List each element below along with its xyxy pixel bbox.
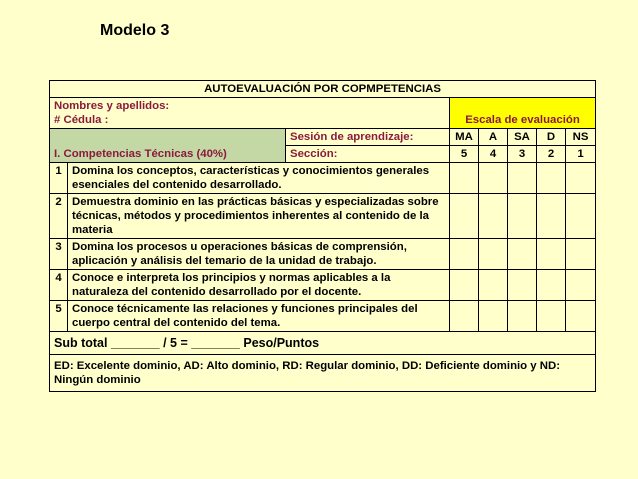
score-cell[interactable]: [537, 163, 566, 194]
item-number: 1: [50, 163, 68, 194]
scale-header-ma: MA: [450, 129, 479, 146]
scale-label: Escala de evaluación: [450, 98, 596, 129]
item-text: Conoce técnicamente las relaciones y funciones principales del cuerpo central del contenido del tema.: [68, 301, 450, 332]
table-row: [50, 270, 596, 301]
score-cell[interactable]: [566, 239, 596, 270]
scale-header-d: D: [537, 129, 566, 146]
item-text: Domina los conceptos, características y conocimientos generales esenciales del contenido desarrollado.: [68, 163, 450, 194]
scale-value-3: 3: [508, 146, 537, 163]
score-cell[interactable]: [508, 239, 537, 270]
score-cell[interactable]: [450, 163, 479, 194]
score-cell[interactable]: [508, 270, 537, 301]
item-text: Domina los procesos u operaciones básicas de comprensión, aplicación y análisis del temario de la unidad de trabajo.: [68, 239, 450, 270]
table-title: AUTOEVALUACIÓN POR COPMPETENCIAS: [50, 81, 596, 98]
score-cell[interactable]: [566, 301, 596, 332]
score-cell[interactable]: [508, 301, 537, 332]
score-cell[interactable]: [537, 301, 566, 332]
scale-value-4: 4: [479, 146, 508, 163]
item-text: Conoce e interpreta los principios y normas aplicables a la naturaleza del contenido desarrollado por el docente.: [68, 270, 450, 301]
table-row: [50, 163, 596, 194]
score-cell[interactable]: [450, 239, 479, 270]
score-cell[interactable]: [566, 163, 596, 194]
item-number: 3: [50, 239, 68, 270]
score-cell[interactable]: [537, 194, 566, 239]
scale-value-2: 2: [537, 146, 566, 163]
score-cell[interactable]: [508, 194, 537, 239]
score-cell[interactable]: [479, 239, 508, 270]
scale-header-sa: SA: [508, 129, 537, 146]
session-label: Sesión de aprendizaje:: [286, 129, 450, 146]
section-label: Sección:: [286, 146, 450, 163]
table-row: [50, 239, 596, 270]
item-number: 2: [50, 194, 68, 239]
subtotal-row[interactable]: Sub total _______ / 5 = _______ Peso/Puntos: [50, 332, 596, 355]
page-title: Modelo 3: [100, 22, 170, 39]
score-cell[interactable]: [537, 270, 566, 301]
scale-header-a: A: [479, 129, 508, 146]
item-text: Demuestra dominio en las prácticas básicas y especializadas sobre técnicas, métodos y procedimientos inherentes al contenido de la materia: [68, 194, 450, 239]
student-info-cell[interactable]: [50, 98, 450, 129]
score-cell[interactable]: [508, 163, 537, 194]
score-cell[interactable]: [566, 270, 596, 301]
item-number: 4: [50, 270, 68, 301]
scale-value-5: 5: [450, 146, 479, 163]
competence-table: [49, 80, 596, 392]
scale-value-1: 1: [566, 146, 596, 163]
table-row: [50, 194, 596, 239]
score-cell[interactable]: [479, 163, 508, 194]
item-number: 5: [50, 301, 68, 332]
score-cell[interactable]: [450, 270, 479, 301]
score-cell[interactable]: [450, 194, 479, 239]
id-label: # Cédula :: [54, 114, 109, 126]
score-cell[interactable]: [479, 270, 508, 301]
score-cell[interactable]: [450, 301, 479, 332]
score-cell[interactable]: [537, 239, 566, 270]
scale-header-ns: NS: [566, 129, 596, 146]
score-cell[interactable]: [566, 194, 596, 239]
score-cell[interactable]: [479, 301, 508, 332]
score-cell[interactable]: [479, 194, 508, 239]
legend-row: ED: Excelente dominio, AD: Alto dominio, RD: Regular dominio, DD: Deficiente dominio y ND: Ningún dominio: [50, 355, 596, 392]
table-row: [50, 301, 596, 332]
name-label: Nombres y apellidos:: [54, 100, 170, 112]
competence-label: I. Competencias Técnicas (40%): [50, 129, 286, 163]
